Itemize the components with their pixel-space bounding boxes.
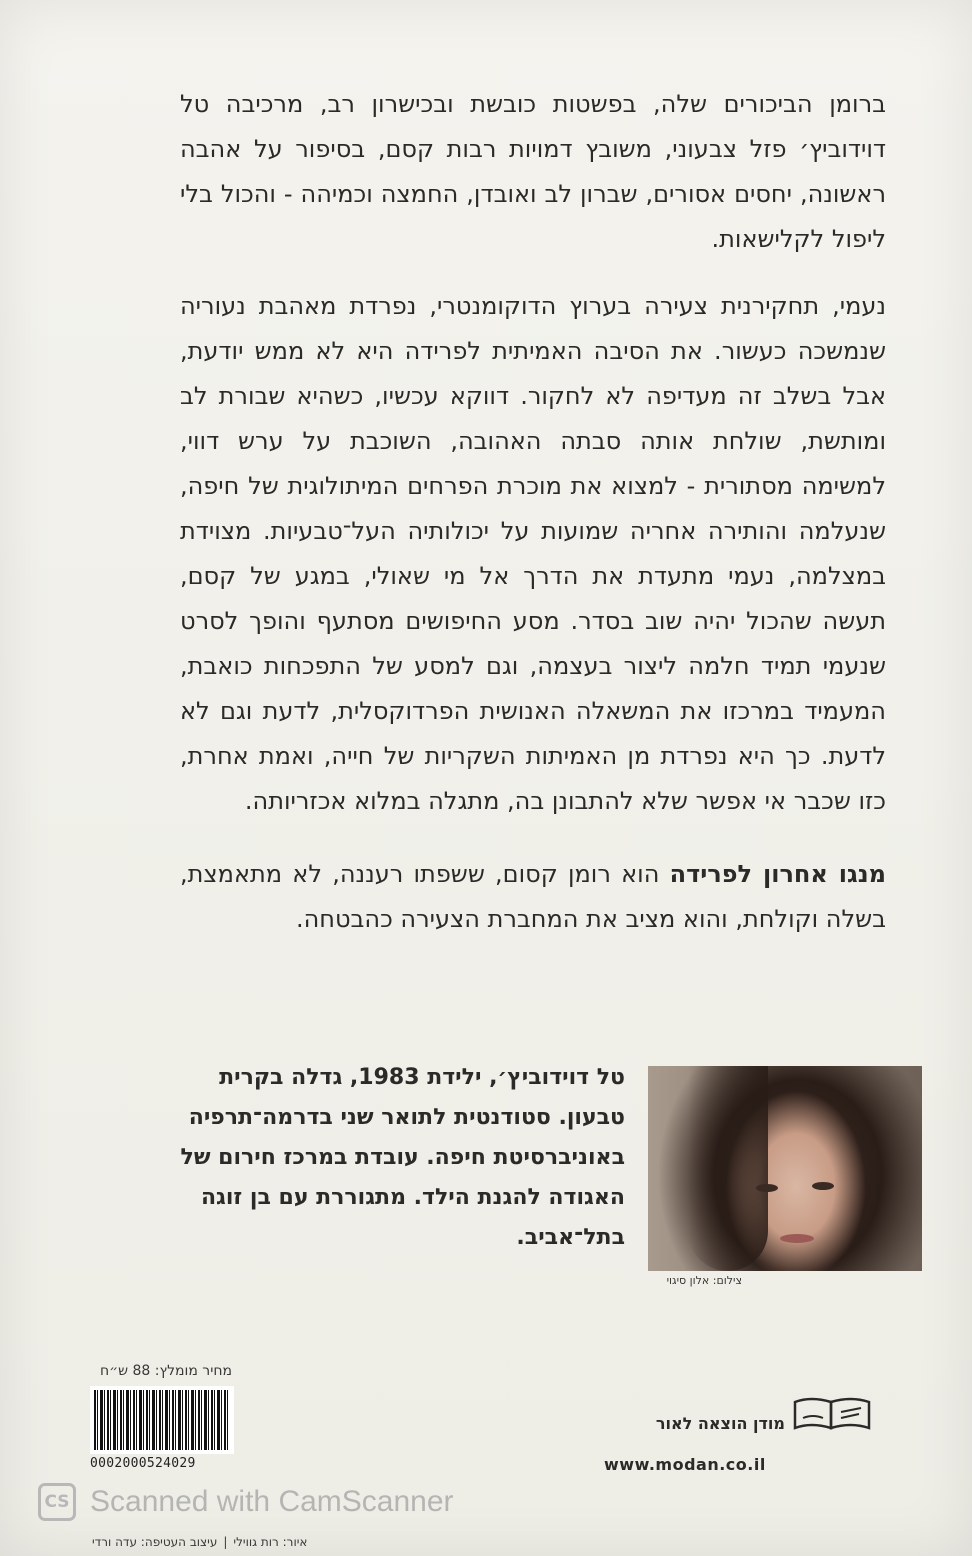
blurb-paragraph-2: נעמי, תחקירנית צעירה בערוץ הדוקומנטרי, נפרדת מאהבת נעוריה שנמשכה כעשור. את הסיבה האמיתית לפרידה היא לא ממש יודעת, אבל בשלב זה מעדיפה לא לחקור. דווקא עכשיו, כשהיא שבורת לב ומותשת, שולחת אותה סבתה האהובה, השוכבת על ערש דווי, למשימה מסתורית - למצוא את מוכרת הפרחים המיתולוגית של חיפה, שנעלמה והותירה אחריה שמועות על יכולותיה העל־טבעיות. מצוידת במצלמה, נעמי מתעדת את הדרך אל מי שאולי, במגע של קסם, תעשה שהכול יהיה שוב בסדר. מסע החיפושים מסתעף והופך לסרט שנעמי תמיד חלמה ליצור בעצמה, וגם למסע של התפכחות כואבת, המעמיד במרכזו את המשאלה האנושית הפרדוקסלית, לדעת וגם לא לדעת. כך היא נפרדת מן האמיתות השקריות של חייה, ואמת אחרת, כזו שכבר אי אפשר שלא להתבונן בה, מתגלה במלוא אכזריותה. xyxy=(180,292,886,815)
barcode xyxy=(90,1386,234,1454)
camscanner-watermark xyxy=(38,1480,454,1524)
open-book-icon xyxy=(791,1392,873,1434)
publisher-website: www.modan.co.il xyxy=(604,1455,766,1474)
watermark-text: Scanned with CamScanner xyxy=(90,1485,454,1518)
publisher-name: מודן הוצאה לאור xyxy=(655,1414,785,1433)
illustration-credit: איור: רות גווילי xyxy=(233,1535,308,1549)
blurb-paragraph-1: ברומן הביכורים שלה, בפשטות כובשת ובכישרון רב, מרכיבה טל דוידוביץ׳ פזל צבעוני, משובץ דמויות רבות קסם, בסיפור על אהבה ראשונה, יחסים אסורים, שברון לב ואובדן, החמצה וכמיהה - והכול בלי ליפול לקלישאות. xyxy=(180,90,886,253)
cover-design-credit: עיצוב העטיפה: עדה ורדי xyxy=(92,1535,218,1549)
photo-credit: צילום: אלון סיגוי xyxy=(666,1274,742,1287)
author-photo xyxy=(648,1066,922,1271)
recommended-price: מחיר מומלץ: 88 ש״ח xyxy=(99,1363,232,1379)
blurb-paragraph-3 xyxy=(180,852,886,942)
author-section xyxy=(180,1058,922,1273)
camscanner-icon: CS xyxy=(38,1483,76,1521)
cover-credits xyxy=(92,1535,532,1549)
blurb-paragraph-3-rest: הוא רומן קסום, ששפתו רעננה, לא מתאמצת, בשלה וקולחת, והוא מציב את המחברת הצעירה כהבטחה. xyxy=(180,860,886,933)
credits-separator: | xyxy=(223,1535,228,1549)
book-title-inline: מנגו אחרון לפרידה xyxy=(669,860,886,888)
blurb-text xyxy=(180,82,886,942)
barcode-number: 0002000524029 xyxy=(90,1456,196,1471)
author-bio: טל דוידוביץ׳, ילידת 1983, גדלה בקרית טבעון. סטודנטית לתואר שני בדרמה־תרפיה באוניברסיטת חיפה. עובדת במרכז חירום של האגודה להגנת הילד. מתגוררת עם בן זוגה בתל־אביב. xyxy=(180,1065,625,1250)
publisher-logo xyxy=(605,1392,885,1432)
